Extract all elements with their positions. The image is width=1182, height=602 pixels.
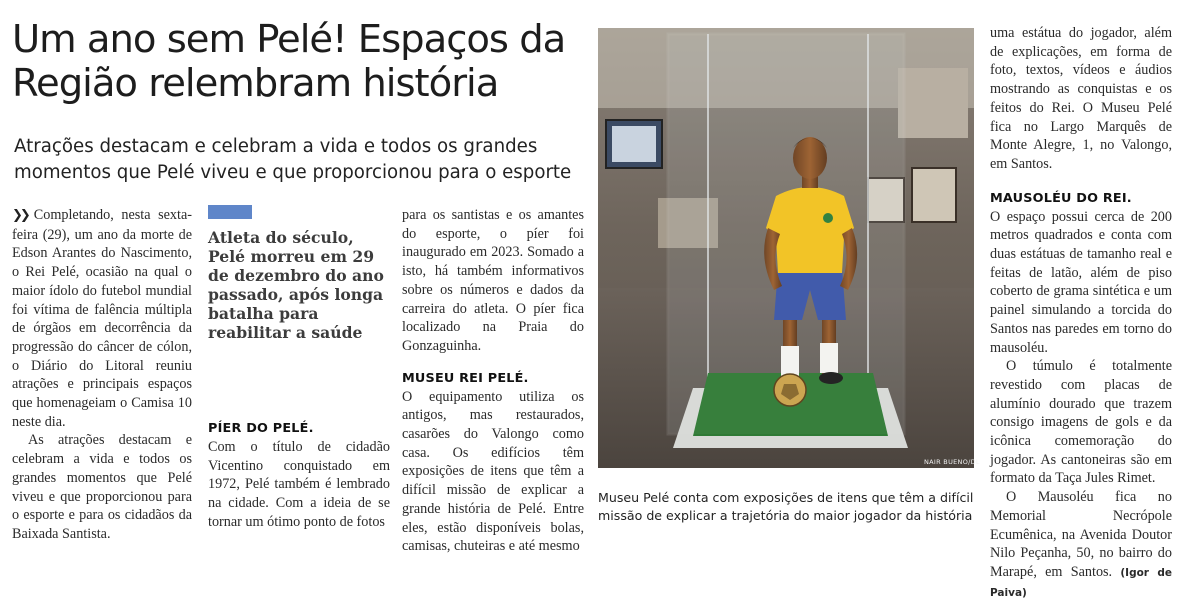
section-pier [208, 420, 390, 532]
closing-text: O Mausoléu fica no Memorial Necrópole Ecumênica, na Avenida Doutor Nilo Peçanha, 50, no bairro do Marapé, em Santos. [990, 489, 1172, 580]
article-column-1 [12, 206, 192, 544]
subheadline: Atrações destacam e celebram a vida e todos os grandes momentos que Pelé viveu e que proporcionou para o esporte [14, 136, 572, 183]
section-text-pier: Com o título de cidadão Vicentino conquistado em 1972, Pelé também é lembrado na cidade. Com a ideia de se tornar um ótimo ponto de fotos [208, 439, 390, 530]
section-title-museu: MUSEU REI PELÉ. [402, 370, 529, 386]
chevron-right-icon: ❯❯ [12, 208, 28, 223]
photo-illustration [598, 28, 974, 468]
photo-pele-statue [598, 28, 974, 468]
article-column-3 [402, 206, 584, 556]
paragraph: uma estátua do jogador, além de explicações, em forma de foto, textos, vídeos e áudios mostrando as conquistas e os feitos do Rei. O Museu Pelé fica no Largo Marquês de Monte Alegre, 1, no Valongo, em Santos. [990, 25, 1172, 172]
paragraph: O túmulo é totalmente revestido com placas de alumínio dourado que trazem consigo imagens de gols e da icônica comemoração do jogador. As cantoneiras são em formato da Taça Jules Rimet. [990, 358, 1172, 487]
paragraph: O espaço possui cerca de 200 metros quadrados e conta com duas estátuas de tamanho real e feitas de latão, além de piso coberto de grama sintética e um painel simulando a torcida do Santos nas paredes em torno do mausoléu. [990, 208, 1172, 356]
section-title-pier: PÍER DO PELÉ. [208, 421, 314, 436]
pull-quote: Atleta do século, Pelé morreu em 29 de dezembro do ano passado, após longa batalha para reabilitar a saúde [208, 228, 384, 342]
article-column-4 [990, 24, 1172, 602]
headline: Um ano sem Pelé! Espaços da Região relembram história [12, 17, 566, 106]
paragraph: para os santistas e os amantes do esporte, o píer foi inaugurado em 2023. Somado a isto, há também informativos sobre os números e dados da carreira do atleta. O píer fica localizado na Praia do Gonzaguinha. [402, 207, 584, 354]
photo-credit: NAIR BUENO/DL [924, 458, 980, 466]
paragraph: O equipamento utiliza os antigos, mas restaurados, casarões do Valongo como casa. Os edifícios têm exposições de itens que têm a difícil missão de explicar a grande história de Pelé. Entre eles, estão disponíveis bolas, camisas, chuteiras e até mesmo [402, 388, 584, 555]
paragraph: As atrações destacam e celebram a vida e todos os grandes momentos que Pelé viveu e que proporcionou para o esporte e para os cidadãos da Baixada Santista. [12, 432, 192, 542]
accent-bar [208, 205, 252, 219]
paragraph [990, 488, 1172, 602]
photo-caption: Museu Pelé conta com exposições de itens que têm a difícil missão de explicar a trajetória do maior jogador da história [598, 490, 974, 523]
lead-paragraph [12, 206, 192, 431]
author-signature: (Igor de Paiva) [990, 566, 1172, 599]
section-title-mausoleu: MAUSOLÉU DO REI. [990, 190, 1132, 206]
lead-text: Completando, nesta sexta-feira (29), um ano da morte de Edson Arantes do Nascimento, o Rei Pelé, ocasião na qual o maior ídolo do futebol mundial foi vítima de falência múltipla de órgãos em decorrência da progressão do câncer de cólon, o Diário do Litoral reuniu atrações e principais espaços que homenageiam o Camisa 10 neste dia. [12, 207, 192, 430]
